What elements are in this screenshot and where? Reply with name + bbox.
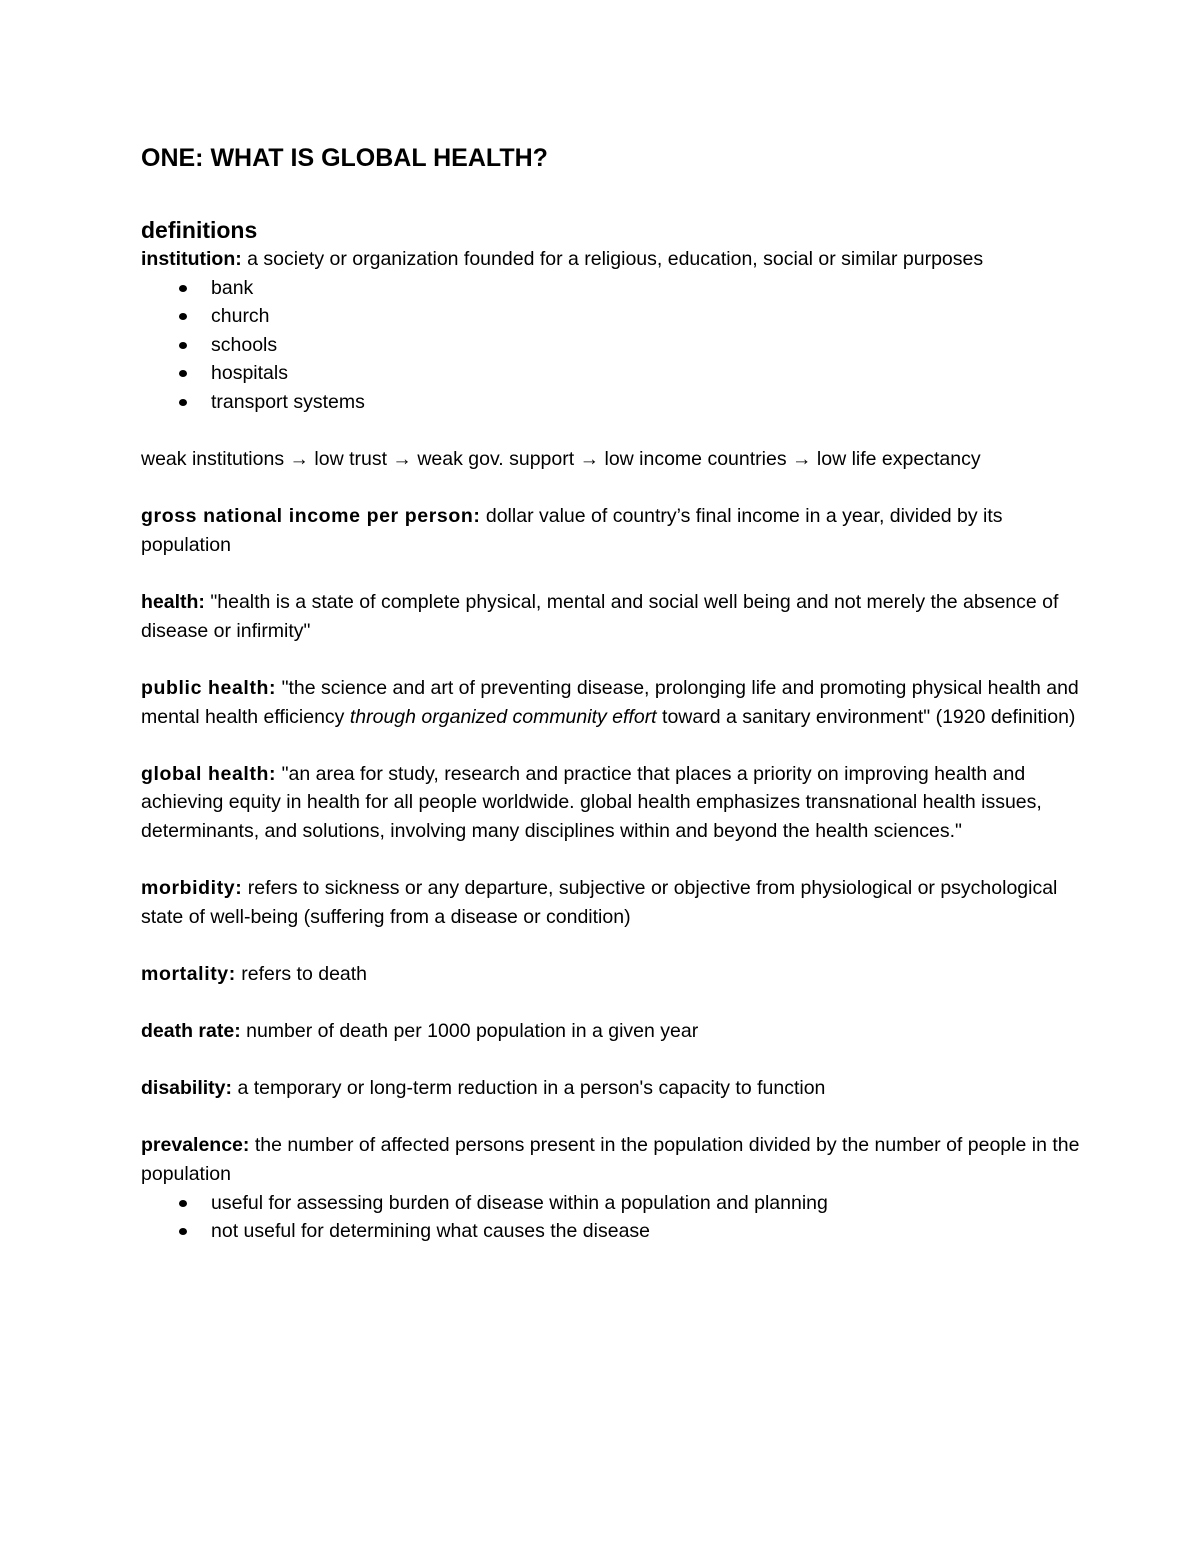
- definition-text-public-health: "the science and art of preventing disease, prolonging life and promoting physical health and mental health efficiency: [141, 676, 1079, 728]
- definition-emphasis-public-health: through organized community effort: [349, 705, 657, 728]
- document-title: ONE: WHAT IS GLOBAL HEALTH?: [141, 144, 548, 172]
- bullet-icon: [179, 342, 187, 349]
- bullet-icon: [179, 399, 187, 406]
- term-health: health:: [141, 591, 205, 614]
- bullet-icon: [179, 370, 187, 377]
- definition-disability: [141, 1074, 1080, 1103]
- list-item: not useful for determining what causes the disease: [141, 1217, 1080, 1246]
- causal-chain: weak institutions → low trust → weak gov. support → low income countries → low life expectancy: [141, 448, 981, 471]
- definition-text-disability: a temporary or long-term reduction in a person's capacity to function: [232, 1077, 826, 1100]
- definition-health: [141, 588, 1080, 645]
- bullet-icon: [179, 1228, 187, 1235]
- list-item: schools: [141, 331, 1080, 360]
- definition-death-rate: [141, 1017, 1080, 1046]
- definition-text-health: "health is a state of complete physical, mental and social well being and not merely the absence of disease or infirmity": [141, 591, 1059, 642]
- definition-institution: [141, 245, 1080, 274]
- definition-text-mortality: refers to death: [235, 962, 368, 985]
- term-gni: gross national income per person:: [141, 505, 481, 528]
- definition-text-death-rate: number of death per 1000 population in a given year: [240, 1020, 699, 1043]
- definition-text-morbidity: refers to sickness or any departure, subjective or objective from physiological or psychological state of well-being (suffering from a disease or condition): [141, 877, 1058, 928]
- definition-public-health: [141, 674, 1080, 731]
- definition-text-gni: dollar value of country’s final income in a year, divided by its population: [141, 505, 1003, 556]
- term-disability: disability:: [141, 1077, 233, 1100]
- term-institution: institution:: [141, 248, 242, 270]
- bullet-icon: [179, 285, 187, 292]
- term-morbidity: morbidity:: [141, 877, 243, 900]
- definition-global-health: [141, 760, 1080, 846]
- list-item: bank: [141, 274, 1080, 303]
- institution-examples-list: [141, 274, 1080, 417]
- definition-prevalence: [141, 1131, 1080, 1188]
- definition-text-public-health-end: toward a sanitary environment" (1920 definition): [656, 705, 1076, 728]
- definition-text-institution: a society or organization founded for a religious, education, social or similar purposes: [241, 248, 984, 270]
- term-global-health: global health:: [141, 762, 277, 785]
- section-heading-definitions: definitions: [141, 217, 258, 243]
- list-item: hospitals: [141, 359, 1080, 388]
- term-death-rate: death rate:: [141, 1020, 241, 1043]
- term-public-health: public health:: [141, 676, 277, 699]
- definition-text-prevalence: the number of affected persons present in the population divided by the number of people in the population: [141, 1134, 1080, 1185]
- bullet-icon: [179, 1200, 187, 1207]
- list-item: useful for assessing burden of disease within a population and planning: [141, 1189, 1080, 1218]
- bullet-icon: [179, 313, 187, 320]
- definition-morbidity: [141, 874, 1080, 931]
- list-item: transport systems: [141, 388, 1080, 417]
- term-prevalence: prevalence:: [141, 1134, 250, 1157]
- list-item: church: [141, 302, 1080, 331]
- definition-gni: [141, 502, 1080, 559]
- definition-mortality: [141, 960, 1080, 989]
- prevalence-notes-list: [141, 1189, 1080, 1246]
- definition-text-global-health: "an area for study, research and practice that places a priority on improving health and achieving equity in health for all people worldwide. global health emphasizes transnational health issues, determinants, and solutions, involving many disciplines within and beyond the health sciences.": [141, 762, 1042, 842]
- term-mortality: mortality:: [141, 962, 236, 985]
